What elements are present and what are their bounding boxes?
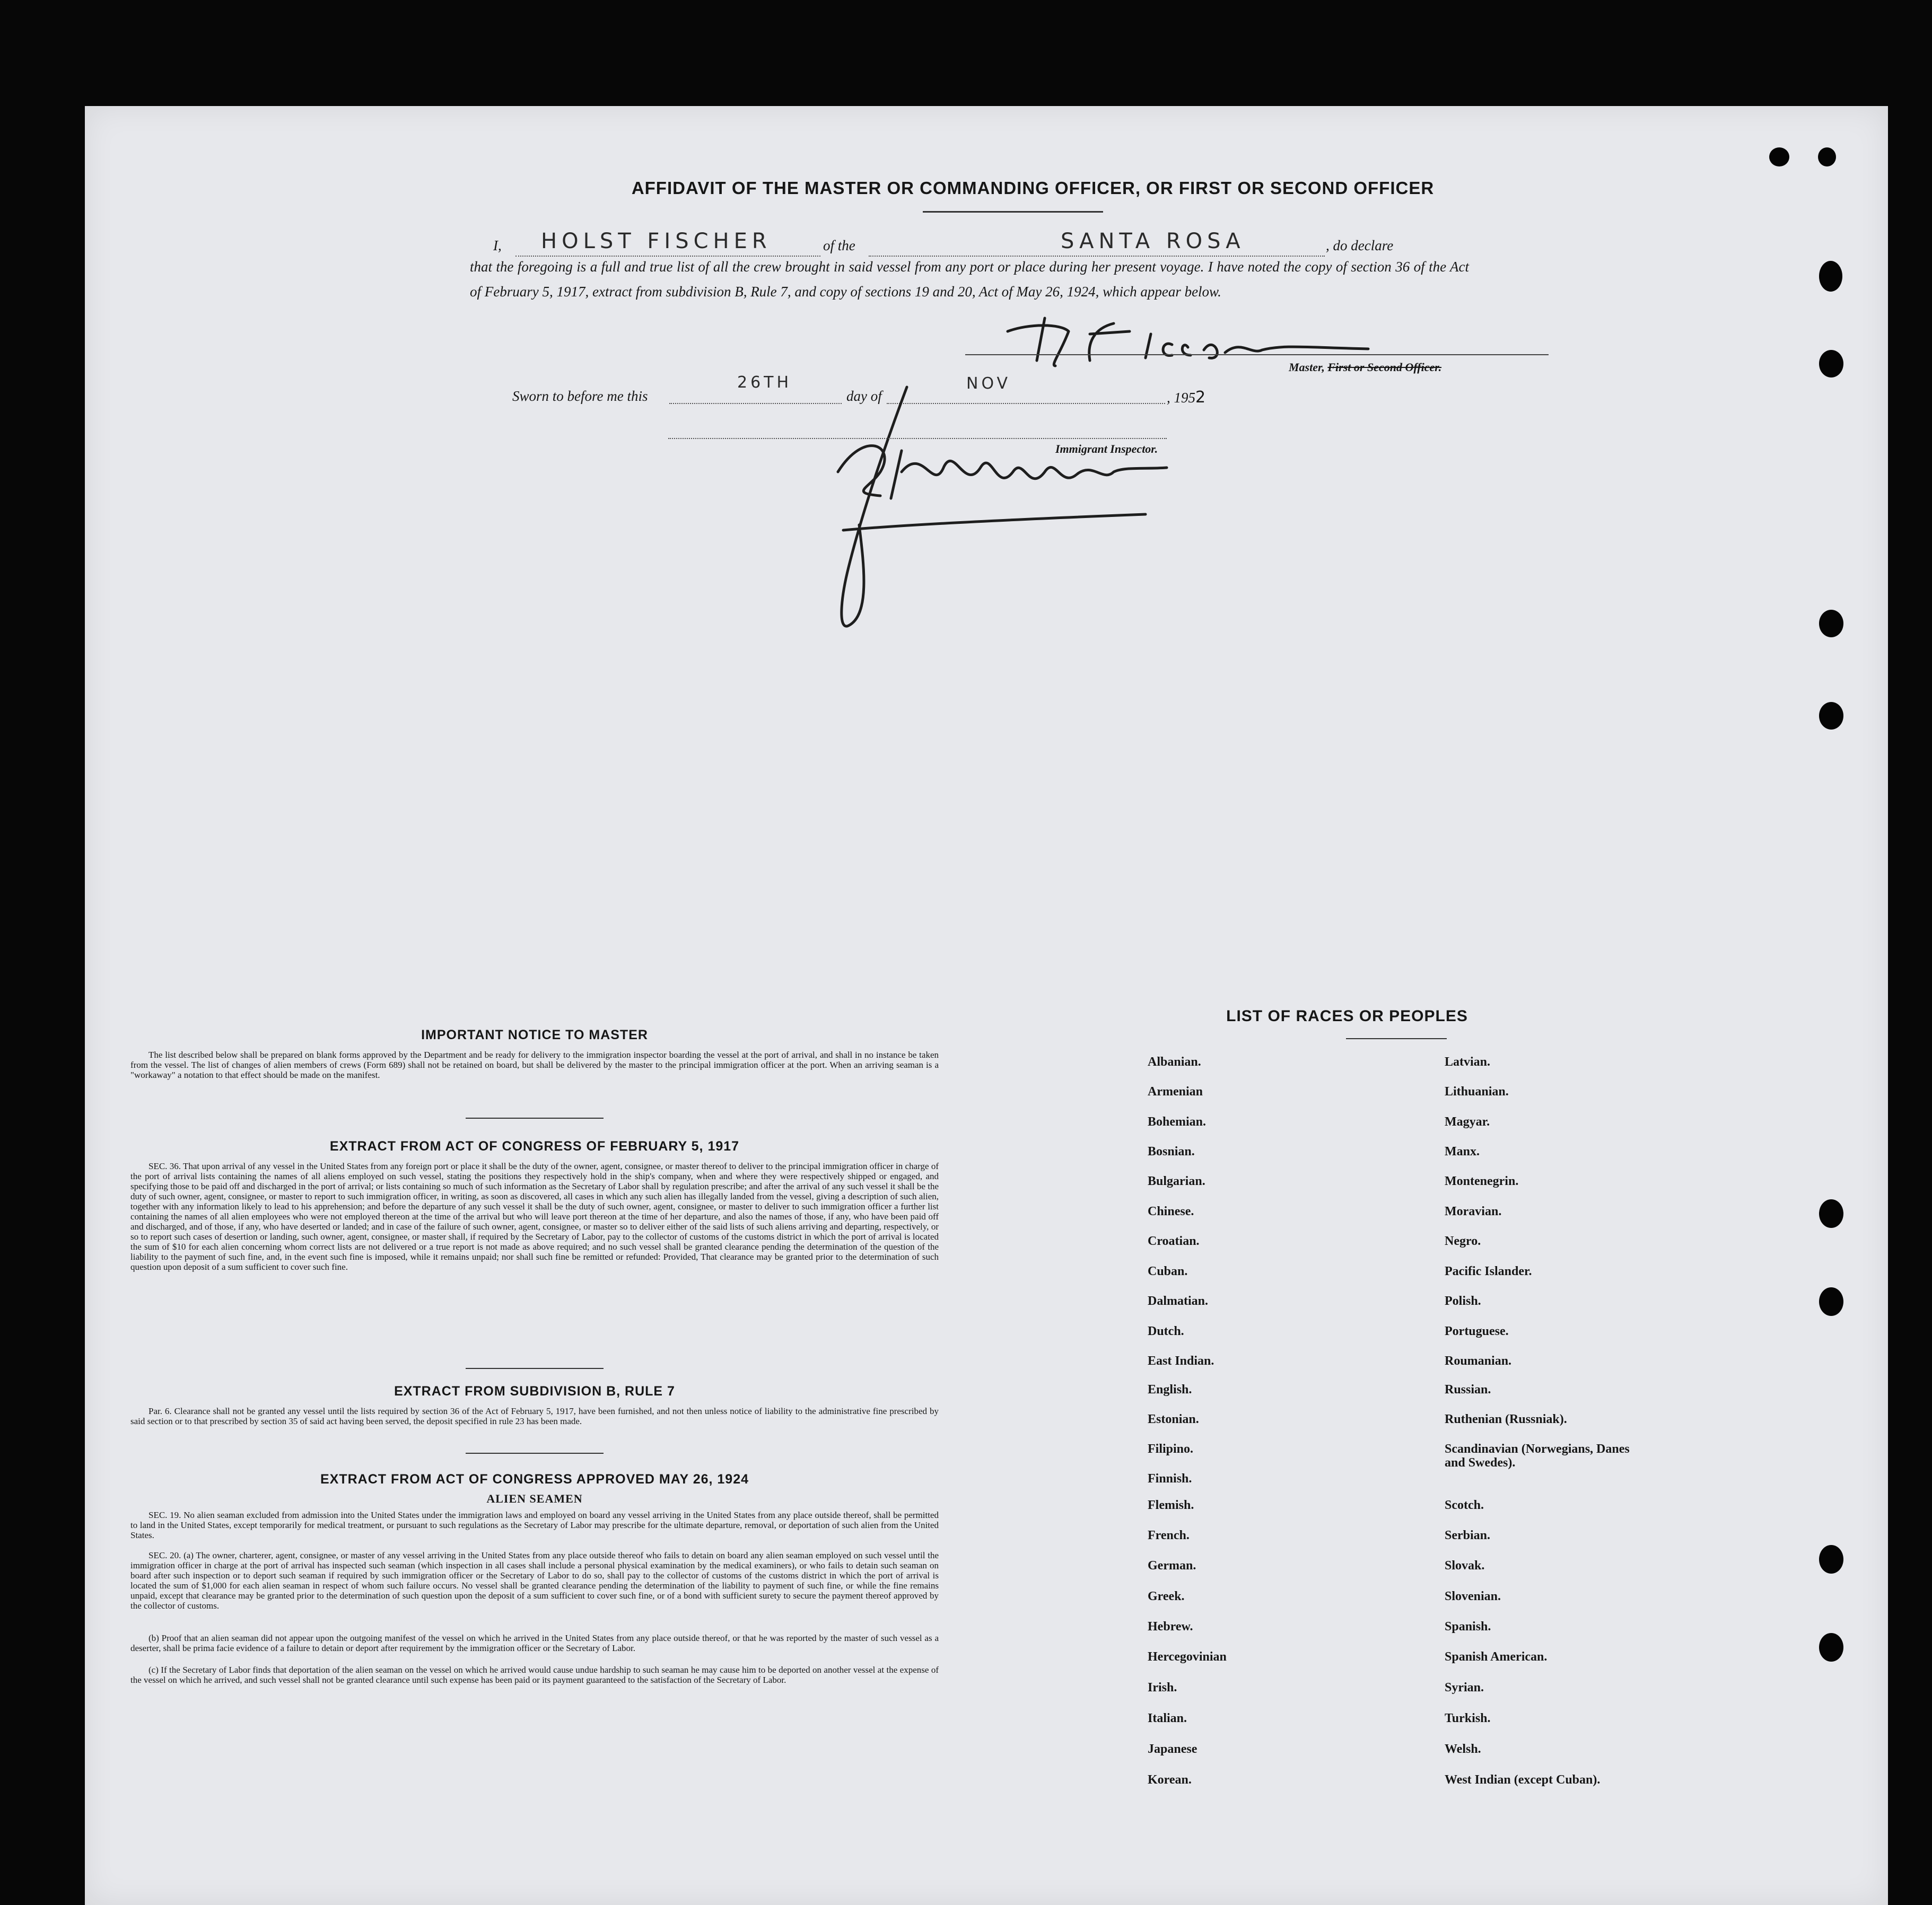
race-item: East Indian. bbox=[1148, 1354, 1214, 1368]
race-item: Pacific Islander. bbox=[1445, 1265, 1532, 1278]
race-item: Japanese bbox=[1148, 1742, 1197, 1756]
race-item: Ruthenian (Russniak). bbox=[1445, 1412, 1567, 1426]
sworn-month-handwritten: NOV bbox=[966, 374, 1011, 393]
race-item: Spanish American. bbox=[1445, 1650, 1548, 1664]
race-item: Syrian. bbox=[1445, 1681, 1484, 1695]
sec20b-text: (b) Proof that an alien seaman did not appear upon the outgoing manifest of the vessel on which he arrived in the United States from any place outside thereof, or that he was reported by the master of such vessel as a deserter, shall be prima facie evidence of a failure to detain or deport after requirement by the immigration officer or the Secretary of Labor. bbox=[130, 1633, 939, 1653]
race-item: Scandinavian (Norwegians, Danes and Swedes). bbox=[1445, 1442, 1630, 1470]
vessel-name-handwritten: SANTA ROSA bbox=[1061, 229, 1245, 253]
extract-1924-title: EXTRACT FROM ACT OF CONGRESS APPROVED MAY 26, 1924 bbox=[320, 1472, 749, 1487]
race-item: Manx. bbox=[1445, 1145, 1480, 1158]
affidavit-title: AFFIDAVIT OF THE MASTER OR COMMANDING OFFICER, OR FIRST OR SECOND OFFICER bbox=[631, 178, 1435, 198]
alien-seamen-subtitle: ALIEN SEAMEN bbox=[486, 1492, 583, 1505]
sworn-day-handwritten: 26TH bbox=[737, 373, 792, 392]
race-item: Montenegrin. bbox=[1445, 1174, 1519, 1188]
race-item: Portuguese. bbox=[1445, 1324, 1509, 1338]
race-item: Cuban. bbox=[1148, 1265, 1188, 1278]
year-prefix: , 195 bbox=[1167, 390, 1195, 406]
race-item: Hercegovinian bbox=[1148, 1650, 1227, 1664]
sworn-label: Sworn to before me this bbox=[512, 388, 648, 404]
race-item: Welsh. bbox=[1445, 1742, 1481, 1756]
punch-hole bbox=[1819, 1633, 1843, 1662]
race-item: Estonian. bbox=[1148, 1412, 1199, 1426]
race-item: Bulgarian. bbox=[1148, 1174, 1205, 1188]
master-name-handwritten: HOLST FISCHER bbox=[541, 229, 772, 253]
race-item: Hebrew. bbox=[1148, 1620, 1193, 1634]
race-item: Irish. bbox=[1148, 1681, 1177, 1695]
race-item: Turkish. bbox=[1445, 1711, 1491, 1725]
affidavit-pre-name: I, bbox=[493, 238, 502, 253]
race-item: Moravian. bbox=[1445, 1205, 1502, 1218]
inspector-caption: Immigrant Inspector. bbox=[1055, 442, 1158, 455]
sec19-text: SEC. 19. No alien seaman excluded from admission into the United States under the immigration laws and employed on board any vessel arriving in the United States from any place outside thereof, shall be permitted to land in the United States, except temporarily for medical treatment, or pursuant to such regulations as the Secretary of Labor may prescribe for the ultimate departure, removal, or deportation of such alien from the United States. bbox=[130, 1510, 939, 1540]
race-item: Polish. bbox=[1445, 1294, 1481, 1308]
punch-hole bbox=[1819, 1199, 1843, 1228]
of-the-label: of the bbox=[823, 238, 855, 253]
race-item: Latvian. bbox=[1445, 1055, 1491, 1069]
race-item: West Indian (except Cuban). bbox=[1445, 1773, 1601, 1787]
title-divider bbox=[923, 211, 1103, 213]
extract-1917-text: SEC. 36. That upon arrival of any vessel in the United States from any foreign port or place it shall be the duty of the owner, agent, consignee, or master thereof to deliver to the principal immigration officer in charge of the port of arrival lists containing the names of all aliens employed on such vessel, stating the positions they respectively hold in the ship's company, when and where they were respectively shipped or engaged, and specifying those to be paid off and discharged in the port of arrival; or lists containing so much of such information as the Secretary of Labor shall by regulation prescribe; and after the arrival of any such vessel it shall be the duty of such owner, agent, consignee, or master to report to such immigration officer, in writing, as soon as discovered, all cases in which any such alien has illegally landed from the vessel, giving a description of such alien, together with any information likely to lead to his apprehension; and before the departure of any such vessel it shall be the duty of such owner, agent, consignee, or master to deliver to such immigration officer a further list containing the names of all alien employees who were not employed thereon at the time of the arrival but who will leave port thereon at the time of her departure, and also the names of those, if any, who have been paid off and discharged, and of those, if any, who have deserted or landed; and in case of the failure of such owner, agent, consignee, or master so to deliver either of the said lists of such aliens arriving and departing, respectively, or so to report such cases of desertion or landing, such owner, agent, consignee, or master shall, if required by the Secretary of Labor, pay to the collector of customs of the customs district in which the port of arrival is located the sum of $10 for each alien concerning whom correct lists are not delivered or a true report is not made as above required; and no such vessel shall be granted clearance pending the determination of the question of the liability to the payment of such fine, and, in the event such fine is imposed, while it remains unpaid; nor shall such fine be remitted or refunded: Provided, That clearance may be granted prior to the determination of such question upon deposit of a sum sufficient to cover such fine. bbox=[130, 1161, 939, 1272]
punch-hole bbox=[1819, 1545, 1843, 1574]
race-item: Croatian. bbox=[1148, 1234, 1200, 1248]
day-of-label: day of bbox=[846, 388, 882, 404]
race-item: Korean. bbox=[1148, 1773, 1192, 1787]
race-item: Armenian bbox=[1148, 1085, 1203, 1099]
sec20c-text: (c) If the Secretary of Labor finds that deportation of the alien seaman on the vessel on which he arrived would cause undue hardship to such seaman he may cause him to be deported on another vessel at the expense of the vessel on which he arrived, and such vessel shall not be granted clearance until such expense has been paid or its payment guaranteed to the satisfaction of the Secretary of Labor. bbox=[130, 1665, 939, 1685]
notice-title: IMPORTANT NOTICE TO MASTER bbox=[421, 1028, 648, 1042]
struck-officer-text: First or Second Officer. bbox=[1327, 361, 1442, 374]
notice-text: The list described below shall be prepared on blank forms approved by the Department and be ready for delivery to the immigration inspector boarding the vessel at the port of arrival, and shall in no instance be taken from the vessel. The list of changes of alien members of crews (Form 689) shall not be retained on board, but shall be delivered by the master to the principal immigration officer at the port. When an arriving seaman is a "workaway" a notation to that effect should be made on the manifest. bbox=[130, 1050, 939, 1080]
race-item: Albanian. bbox=[1148, 1055, 1201, 1069]
punch-hole bbox=[1769, 147, 1789, 166]
race-item: Finnish. bbox=[1148, 1472, 1192, 1486]
sec20a-text: SEC. 20. (a) The owner, charterer, agent, consignee, or master of any vessel arriving in the United States from any place outside thereof who fails to detain on board any alien seaman employed on such vessel until the immigration officer in charge at the port of arrival has inspected such seaman (which inspection in all cases shall include a personal physical examination by the medical examiners), or who fails to detain such seaman on board after such inspection or to deport such seaman if required by such immigration officer or the Secretary of Labor to do so, shall pay to the collector of customs of the customs district in which the port of arrival is located the sum of $1,000 for each alien seaman in respect of whom such failure occurs. No vessel shall be granted clearance pending the determination of the liability to payment of such fine, or while the fine remains unpaid, except that clearance may be granted prior to the determination of such question upon the deposit of a sum sufficient to cover such fine, or of a bond with sufficient surety to secure the payment thereof approved by the collector of customs. bbox=[130, 1550, 939, 1611]
notice-divider bbox=[466, 1118, 604, 1119]
do-declare-label: , do declare bbox=[1326, 238, 1394, 253]
race-item: Filipino. bbox=[1148, 1442, 1194, 1456]
rule7-divider bbox=[466, 1453, 604, 1454]
rule7-title: EXTRACT FROM SUBDIVISION B, RULE 7 bbox=[394, 1384, 675, 1399]
document-page bbox=[85, 106, 1888, 1905]
race-item: Negro. bbox=[1445, 1234, 1481, 1248]
race-item: Greek. bbox=[1148, 1590, 1185, 1603]
punch-hole bbox=[1819, 350, 1843, 378]
race-item: Bohemian. bbox=[1148, 1115, 1207, 1129]
race-item: French. bbox=[1148, 1529, 1190, 1542]
punch-hole bbox=[1818, 147, 1836, 166]
master-caption-prefix: Master, bbox=[1289, 361, 1328, 374]
race-item: Russian. bbox=[1445, 1383, 1491, 1397]
race-item: Lithuanian. bbox=[1445, 1085, 1509, 1099]
punch-hole bbox=[1819, 702, 1843, 730]
inspector-signature-line bbox=[668, 438, 1167, 439]
punch-hole bbox=[1819, 1287, 1843, 1316]
race-item: Slovenian. bbox=[1445, 1590, 1501, 1603]
races-divider bbox=[1346, 1038, 1447, 1039]
extract-1917-title: EXTRACT FROM ACT OF CONGRESS OF FEBRUARY 5, 1917 bbox=[329, 1139, 740, 1154]
race-item: Dutch. bbox=[1148, 1324, 1184, 1338]
year-suffix-handwritten: 2 bbox=[1195, 388, 1209, 407]
race-item: Chinese. bbox=[1148, 1205, 1194, 1218]
affidavit-body-text: that the foregoing is a full and true list of all the crew brought in said vessel from any port or place during her present voyage. I have noted the copy of section 36 of the Act of February 5, 1917, extract from subdivision B, Rule 7, and copy of sections 19 and 20, Act of May 26, 1924, which appear below. bbox=[470, 259, 1469, 300]
race-item: Spanish. bbox=[1445, 1620, 1491, 1634]
race-item: Dalmatian. bbox=[1148, 1294, 1208, 1308]
rule7-text: Par. 6. Clearance shall not be granted any vessel until the lists required by section 36 of the Act of February 5, 1917, have been furnished, and not then unless notice of liability to the administrative fine prescribed by said section or to that prescribed by section 35 of said act having been served, the deposit specified in rule 23 has been made. bbox=[130, 1406, 939, 1426]
race-item: Slovak. bbox=[1445, 1559, 1485, 1573]
race-item: Scotch. bbox=[1445, 1498, 1484, 1512]
race-item: Magyar. bbox=[1445, 1115, 1490, 1129]
race-item: Roumanian. bbox=[1445, 1354, 1512, 1368]
punch-hole bbox=[1819, 261, 1842, 292]
extract-1917-divider bbox=[466, 1368, 604, 1369]
race-item: English. bbox=[1148, 1383, 1192, 1397]
race-item: German. bbox=[1148, 1559, 1196, 1573]
race-item: Italian. bbox=[1148, 1711, 1187, 1725]
master-signature-line bbox=[965, 354, 1549, 355]
punch-hole bbox=[1819, 610, 1843, 637]
race-item: Bosnian. bbox=[1148, 1145, 1195, 1158]
races-title: LIST OF RACES OR PEOPLES bbox=[1226, 1007, 1468, 1025]
race-item: Serbian. bbox=[1445, 1529, 1491, 1542]
race-item: Flemish. bbox=[1148, 1498, 1194, 1512]
inspector-signature bbox=[742, 366, 1177, 642]
master-caption bbox=[1289, 361, 1441, 374]
